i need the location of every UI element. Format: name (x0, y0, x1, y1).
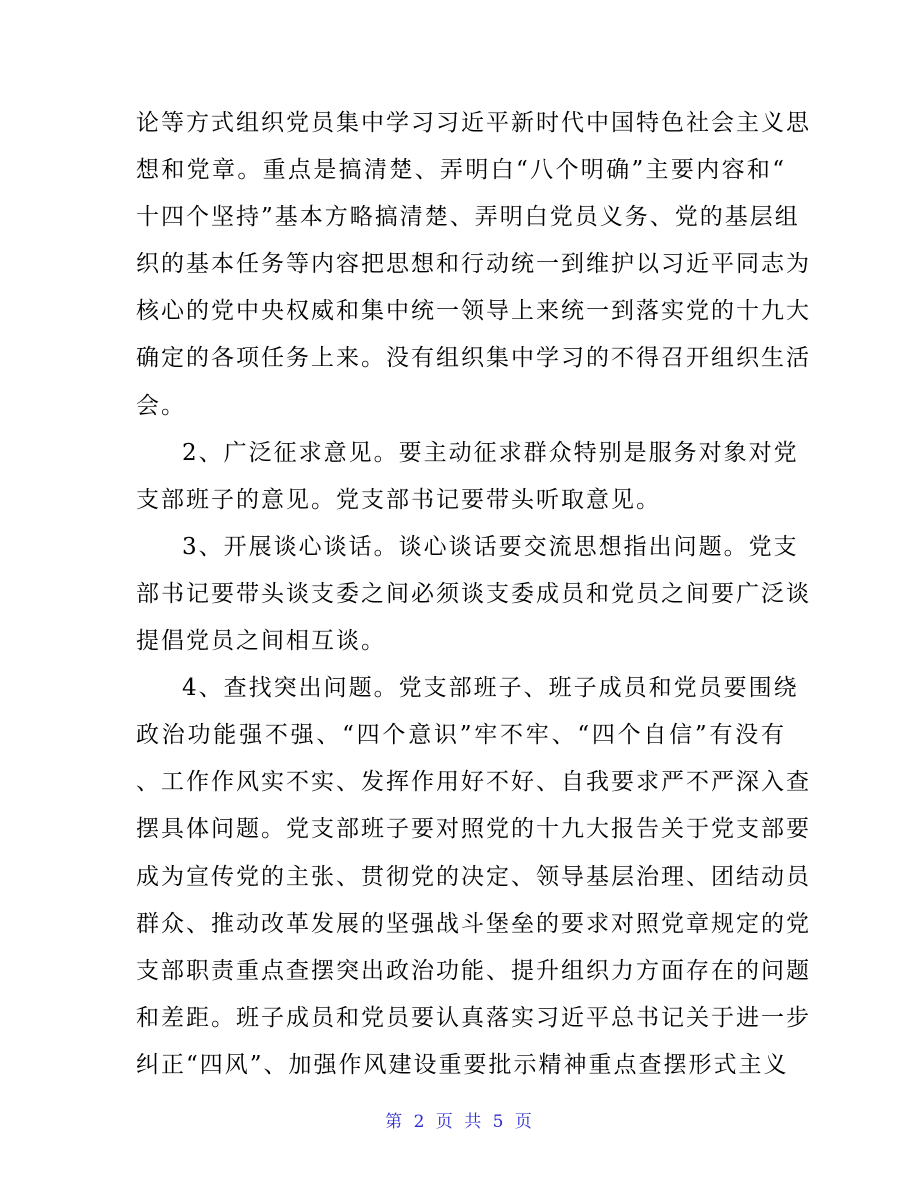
text-line: 、工作作风实不实、发挥作用好不好、自我要求严不严深入查 (136, 769, 811, 796)
paragraph-start-line: 3、开展谈心谈话。谈心谈话要交流思想指出问题。党支 (182, 533, 799, 560)
text-line: 织的基本任务等内容把思想和行动统一到维护以习近平同志为 (136, 251, 811, 278)
text-line: 论等方式组织党员集中学习习近平新时代中国特色社会主义思 (136, 110, 811, 136)
body-text (136, 100, 811, 1089)
text-line: 部书记要带头谈支委之间必须谈支委成员和党员之间要广泛谈 (136, 580, 811, 607)
text-line: 纠正“四风”、加强作风建设重要批示精神重点查摆形式主义 (136, 1051, 789, 1078)
text-line: 会。 (136, 392, 186, 419)
text-line: 摆具体问题。党支部班子要对照党的十九大报告关于党支部要 (136, 816, 811, 843)
text-line: 和差距。班子成员和党员要认真落实习近平总书记关于进一步 (136, 1004, 811, 1031)
text-line: 提倡党员之间相互谈。 (136, 628, 386, 655)
paragraph-start-line: 2、广泛征求意见。要主动征求群众特别是服务对象对党 (182, 439, 799, 466)
text-line: 十四个坚持”基本方略搞清楚、弄明白党员义务、党的基层组 (136, 204, 800, 231)
text-line: 成为宣传党的主张、贯彻党的决定、领导基层治理、团结动员 (136, 863, 811, 890)
text-line: 核心的党中央权威和集中统一领导上来统一到落实党的十九大 (136, 298, 811, 325)
text-line: 支部职责重点查摆突出政治功能、提升组织力方面存在的问题 (136, 957, 811, 984)
text-line: 确定的各项任务上来。没有组织集中学习的不得召开组织生活 (136, 345, 811, 372)
text-line: 想和党章。重点是搞清楚、弄明白“八个明确”主要内容和“ (136, 157, 786, 184)
text-line: 政治功能强不强、“四个意识”牢不牢、“四个自信”有没有 (136, 722, 786, 749)
text-line: 群众、推动改革发展的坚强战斗堡垒的要求对照党章规定的党 (136, 910, 811, 937)
text-line: 支部班子的意见。党支部书记要带头听取意见。 (136, 486, 661, 513)
paragraph-start-line: 4、查找突出问题。党支部班子、班子成员和党员要围绕 (182, 675, 799, 702)
page-number-footer: 第 2 页 共 5 页 (385, 1112, 535, 1132)
